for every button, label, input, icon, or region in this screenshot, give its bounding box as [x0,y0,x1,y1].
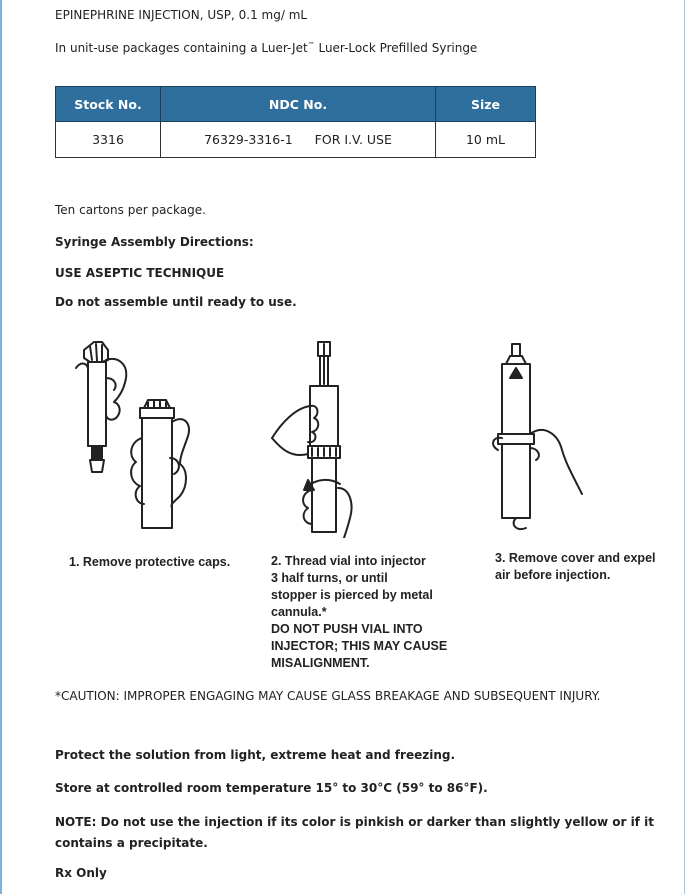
step-1-illustration [62,338,212,538]
product-title: EPINEPHRINE INJECTION, USP, 0.1 mg/ mL [55,8,308,22]
do-not-assemble: Do not assemble until ready to use. [55,295,297,309]
route-label: FOR I.V. USE [314,132,392,147]
step-3-illustration [486,338,596,538]
step-2-caption: 2. Thread vial into injector 3 half turns, or until stopper is pierced by metal cannula.* DO NOT PUSH VIAL INTO INJECTOR; THIS MAY CAUSE MISALIGNMENT. [271,554,448,670]
right-border [684,0,685,894]
note-text: NOTE: Do not use the injection if its color is pinkish or darker than slightly yellow or if it contains a precipitate. [55,815,654,850]
header-stock: Stock No. [56,87,161,122]
cell-ndc [161,122,436,158]
header-ndc: NDC No. [161,87,436,122]
package-line-pre: In unit-use packages containing a Luer-Jet [55,41,308,55]
assembly-heading: Syringe Assembly Directions: [55,235,254,249]
table-header-row [56,87,536,122]
table-row [56,122,536,158]
cartons-text: Ten cartons per package. [55,203,206,217]
cell-size: 10 mL [436,122,536,158]
trademark-symbol: ™ [307,41,315,49]
cell-stock: 3316 [56,122,161,158]
aseptic-heading: USE ASEPTIC TECHNIQUE [55,266,225,280]
caution-text: *CAUTION: IMPROPER ENGAGING MAY CAUSE GLASS BREAKAGE AND SUBSEQUENT INJURY. [55,689,601,703]
step-2-illustration [262,338,372,538]
stock-table [55,86,536,158]
step-3-caption: 3. Remove cover and expel air before injection. [495,551,656,582]
package-line-post: Luer-Lock Prefilled Syringe [314,41,478,55]
header-size: Size [436,87,536,122]
storage-text: Store at controlled room temperature 15° to 30°C (59° to 86°F). [55,781,488,795]
step-1-caption: 1. Remove protective caps. [69,555,231,569]
left-border [0,0,2,894]
ndc-number: 76329-3316-1 [204,132,293,147]
rx-only: Rx Only [55,866,107,880]
package-line [55,41,477,55]
protect-text: Protect the solution from light, extreme heat and freezing. [55,748,456,762]
